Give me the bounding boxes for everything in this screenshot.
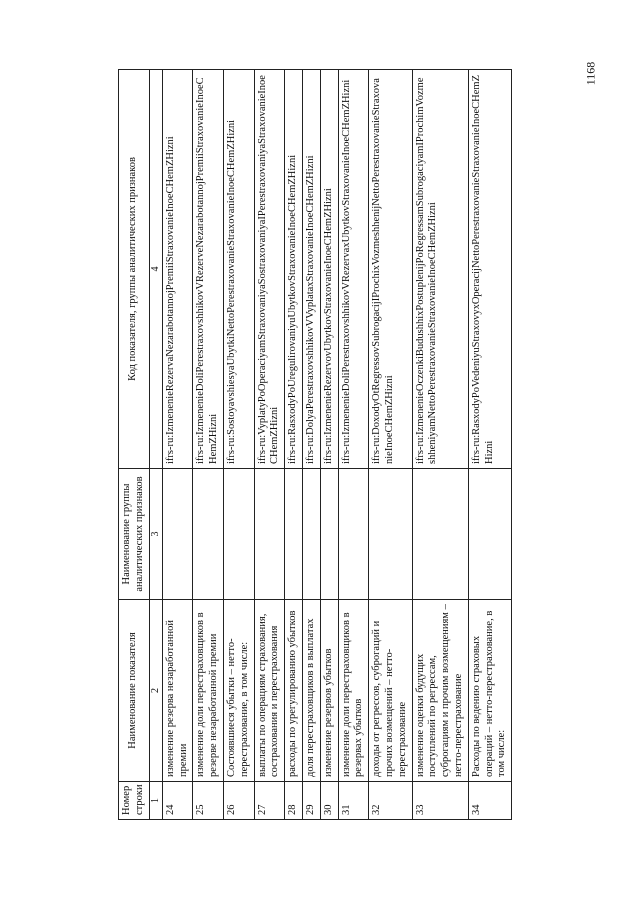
header-indicator-name: Наименование показателя — [119, 600, 150, 782]
group-name-cell — [369, 469, 412, 600]
column-number: 3 — [149, 469, 162, 600]
indicator-code-cell: ifrs-ru:RasxodyPoVedeniyuStraxovyxOperacijNettoPerestraxovanieStraxovanieInoeCHemZHizni — [468, 70, 511, 469]
column-number: 4 — [149, 70, 162, 469]
table-row — [223, 70, 254, 820]
indicator-table — [118, 69, 512, 820]
indicator-code-cell: ifrs-ru:IzmenenieDoliPerestraxovshhikovVRezerveNezarabotannojPremiiStraxovanieInoeCHemZHizni — [193, 70, 224, 469]
row-number-cell: 28 — [285, 782, 303, 820]
group-name-cell — [254, 469, 285, 600]
indicator-name-cell: изменение резерва незаработанной премии — [162, 600, 193, 782]
group-name-cell — [285, 469, 303, 600]
table-header-row — [119, 70, 150, 820]
indicator-name-cell: изменение доли перестраховщиков в резервах убытков — [338, 600, 369, 782]
row-number-cell: 32 — [369, 782, 412, 820]
page-number: 1168 — [583, 61, 598, 86]
row-number-cell: 30 — [320, 782, 338, 820]
group-name-cell — [302, 469, 320, 600]
row-number-cell: 26 — [223, 782, 254, 820]
indicator-name-cell: расходы по урегулированию убытков — [285, 600, 303, 782]
indicator-name-cell: доходы от регрессов, суброгаций и прочих возмещений – нетто-перестрахование — [369, 600, 412, 782]
header-group-name: Наименование группы аналитических признаков — [119, 469, 150, 600]
table-row — [193, 70, 224, 820]
table-row — [320, 70, 338, 820]
row-number-cell: 33 — [412, 782, 468, 820]
group-name-cell — [468, 469, 511, 600]
table-row — [468, 70, 511, 820]
row-number-cell: 25 — [193, 782, 224, 820]
indicator-code-cell: ifrs-ru:DoxodyOtRegressovSubrogacijIProchixVozmeshhenijNettoPerestraxovanieStraxovanieInoeCHemZHizni — [369, 70, 412, 469]
column-number-row — [149, 70, 162, 820]
row-number-cell: 34 — [468, 782, 511, 820]
indicator-code-cell: ifrs-ru:RasxodyPoUregulirovaniyuUbytkovStraxovanieInoeCHemZHizni — [285, 70, 303, 469]
row-number-cell: 31 — [338, 782, 369, 820]
group-name-cell — [162, 469, 193, 600]
header-row-number: Номер строки — [119, 782, 150, 820]
group-name-cell — [223, 469, 254, 600]
indicator-code-cell: ifrs-ru:IzmenenieRezervaNezarabotannojPremiiStraxovanieInoeCHemZHizni — [162, 70, 193, 469]
indicator-name-cell: Состоявшиеся убытки – нетто-перестрахование, в том числе: — [223, 600, 254, 782]
indicator-name-cell: выплаты по операциям страхования, сострахования и перестрахования — [254, 600, 285, 782]
row-number-cell: 24 — [162, 782, 193, 820]
column-number: 2 — [149, 600, 162, 782]
indicator-name-cell: изменение резервов убытков — [320, 600, 338, 782]
indicator-code-cell: ifrs-ru:IzmenenieOczenkiBudushhixPostuplenijPoRegressamSubrogaciyamIProchimVozmeshheniyamNettoPerestraxovanieStraxovanieInoeCHemZHizni — [412, 70, 468, 469]
group-name-cell — [193, 469, 224, 600]
header-code: Код показателя, группы аналитических признаков — [119, 70, 150, 469]
indicator-code-cell: ifrs-ru:SostoyavshiesyaUbytkiNettoPerestraxovanieStraxovanieInoeCHemZHizni — [223, 70, 254, 469]
table-row — [285, 70, 303, 820]
indicator-name-cell: Расходы по ведению страховых операций – нетто-перестрахование, в том числе: — [468, 600, 511, 782]
table-row — [369, 70, 412, 820]
table-row — [162, 70, 193, 820]
row-number-cell: 29 — [302, 782, 320, 820]
indicator-name-cell: изменение доли перестраховщиков в резерве незаработанной премии — [193, 600, 224, 782]
table-row — [338, 70, 369, 820]
group-name-cell — [412, 469, 468, 600]
rotated-page-content — [118, 70, 580, 820]
indicator-code-cell: ifrs-ru:IzmenenieDoliPerestraxovshhikovVRezervaxUbytkovStraxovanieInoeCHemZHizni — [338, 70, 369, 469]
group-name-cell — [338, 469, 369, 600]
indicator-code-cell: ifrs-ru:VyplatyPoOperaciyamStraxovaniyaSostraxovaniyaIPerestraxovaniyaStraxovanieInoeCHemZHizni — [254, 70, 285, 469]
group-name-cell — [320, 469, 338, 600]
indicator-code-cell: ifrs-ru:IzmenenieRezervovUbytkovStraxovanieInoeCHemZHizni — [320, 70, 338, 469]
table-row — [302, 70, 320, 820]
row-number-cell: 27 — [254, 782, 285, 820]
table-row — [412, 70, 468, 820]
indicator-name-cell: доля перестраховщиков в выплатах — [302, 600, 320, 782]
indicator-name-cell: изменение оценки будущих поступлений по регрессам, суброгациям и прочим возмещениям – нетто-перестрахование — [412, 600, 468, 782]
indicator-code-cell: ifrs-ru:DolyaPerestraxovshhikovVVyplataxStraxovanieInoeCHemZHizni — [302, 70, 320, 469]
table-row — [254, 70, 285, 820]
column-number: 1 — [149, 782, 162, 820]
